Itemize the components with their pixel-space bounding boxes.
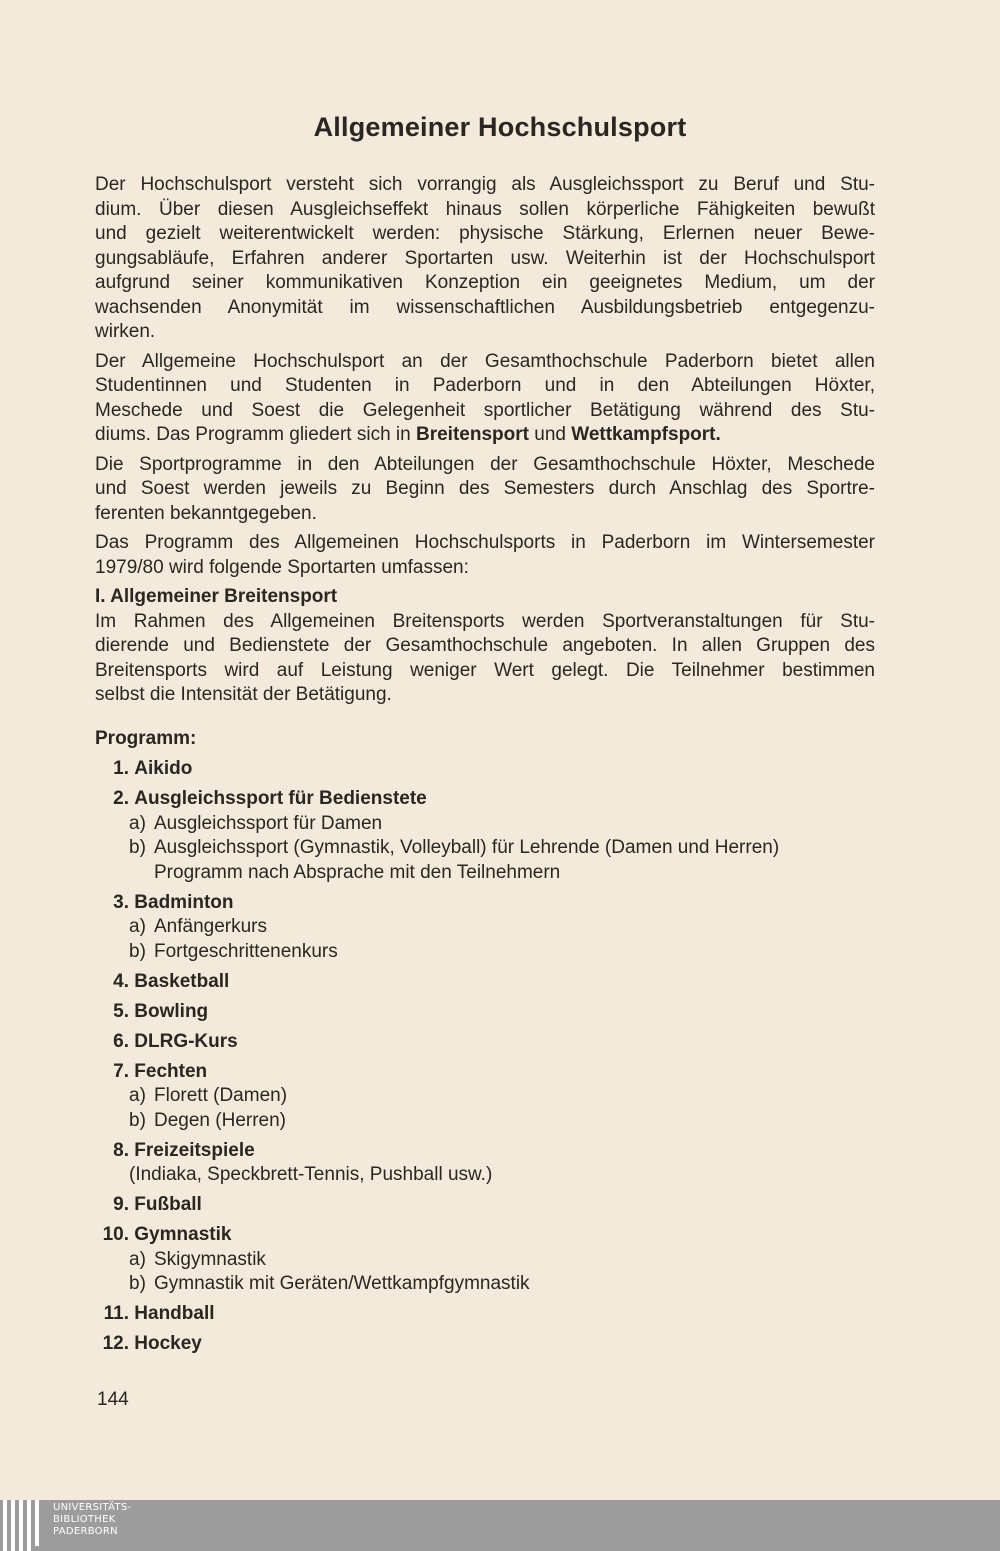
item-name: Fußball xyxy=(134,1194,202,1215)
page-number: 144 xyxy=(97,1389,129,1410)
text-line: Im Rahmen des Allgemeinen Breitensports werden Sportveranstaltungen für Stu- xyxy=(95,610,875,632)
paragraph-3 xyxy=(95,453,875,527)
sub-item-text: Degen (Herren) xyxy=(154,1109,286,1131)
text-fragment: diums. Das Programm gliedert sich in xyxy=(95,424,416,445)
paragraph-4 xyxy=(95,531,875,580)
item-name: Basketball xyxy=(134,970,230,992)
item-number: 2. xyxy=(113,788,129,809)
item-number: 12. xyxy=(102,1333,129,1354)
sub-item-letter: b) xyxy=(129,1109,146,1131)
text-line: Das Programm des Allgemeinen Hochschulsports in Paderborn im Wintersemester xyxy=(95,532,875,553)
programm-item xyxy=(95,1000,895,1025)
programm-list xyxy=(95,757,895,1362)
programm-item-title xyxy=(95,787,895,812)
text-line: aufgrund seiner kommunikativen Konzeption ein geeignetes Medium, um der xyxy=(95,272,875,293)
text-line: ferenten bekanntgegeben. xyxy=(95,502,317,524)
text-line: dierende und Bedienstete der Gesamthochschule angeboten. In allen Gruppen des xyxy=(95,635,875,656)
programm-item-title xyxy=(95,1030,895,1055)
logo-line: UNIVERSITÄTS- xyxy=(53,1502,132,1513)
paragraph-5 xyxy=(95,610,875,708)
item-number: 5. xyxy=(113,1000,129,1022)
programm-item-title xyxy=(95,1193,895,1218)
item-number: 10. xyxy=(102,1224,129,1245)
programm-item xyxy=(95,970,895,995)
sub-item xyxy=(95,1272,895,1297)
paragraph-2 xyxy=(95,350,875,448)
section-heading: I. Allgemeiner Breitensport xyxy=(95,586,338,607)
programm-item-title xyxy=(95,1332,895,1357)
programm-item xyxy=(95,757,895,782)
logo-line: PADERBORN xyxy=(53,1526,118,1537)
programm-item xyxy=(95,891,895,965)
item-name: Aikido xyxy=(134,758,193,779)
sub-item xyxy=(95,940,895,965)
programm-item xyxy=(95,1302,895,1327)
sub-item-text: Ausgleichssport für Damen xyxy=(154,812,383,834)
body-text xyxy=(95,173,875,713)
page-title: Allgemeiner Hochschulsport xyxy=(313,112,687,142)
item-number: 3. xyxy=(113,891,129,913)
library-footer xyxy=(0,1500,1000,1551)
text-line: gungsabläufe, Erfahren anderer Sportarten usw. Weiterhin ist der Hochschulsport xyxy=(95,247,875,269)
text-fragment: und xyxy=(528,424,572,445)
sub-item xyxy=(95,836,895,861)
sub-item-letter: b) xyxy=(129,940,146,962)
library-logo-icon xyxy=(0,1500,50,1551)
item-name: Ausgleichssport für Bedienstete xyxy=(134,788,427,809)
programm-item xyxy=(95,1030,895,1055)
bold-term-breitensport: Breitensport xyxy=(416,424,529,445)
programm-item-title xyxy=(95,1000,895,1025)
programm-item-title xyxy=(95,1060,895,1085)
sub-item xyxy=(95,1109,895,1134)
item-name: Bowling xyxy=(134,1000,209,1022)
programm-item xyxy=(95,1332,895,1357)
item-note: (Indiaka, Speckbrett-Tennis, Pushball usw.) xyxy=(129,1164,493,1185)
programm-heading: Programm: xyxy=(95,728,197,749)
sub-item xyxy=(95,915,895,940)
item-number: 7. xyxy=(113,1060,129,1082)
text-line: 1979/80 wird folgende Sportarten umfassen: xyxy=(95,556,469,578)
programm-item-title xyxy=(95,891,895,916)
sub-item-continuation: Programm nach Absprache mit den Teilnehmern xyxy=(154,861,561,883)
item-name: Freizeitspiele xyxy=(134,1139,255,1161)
paragraph-1 xyxy=(95,173,875,345)
sub-item-letter: a) xyxy=(129,1248,146,1270)
sub-item-text: Florett (Damen) xyxy=(154,1085,288,1106)
item-number: 4. xyxy=(113,970,129,992)
programm-item xyxy=(95,1060,895,1134)
library-logo-text xyxy=(53,1502,132,1538)
item-name: Fechten xyxy=(134,1060,208,1082)
sub-item xyxy=(95,1084,895,1109)
item-number: 6. xyxy=(113,1030,129,1052)
text-line: Der Hochschulsport versteht sich vorrangig als Ausgleichssport zu Beruf und Stu- xyxy=(95,174,875,195)
text-line: Breitensports wird auf Leistung weniger Wert gelegt. Die Teilnehmer bestimmen xyxy=(95,659,875,681)
text-line: wachsenden Anonymität im wissenschaftlichen Ausbildungsbetrieb entgegenzu- xyxy=(95,296,875,318)
item-name: DLRG-Kurs xyxy=(134,1030,238,1052)
sub-item-text: Anfängerkurs xyxy=(154,916,268,937)
logo-line: BIBLIOTHEK xyxy=(53,1514,116,1525)
programm-item xyxy=(95,1193,895,1218)
item-number: 8. xyxy=(113,1139,129,1161)
sub-item-letter: a) xyxy=(129,1085,146,1106)
programm-item xyxy=(95,1223,895,1297)
sub-item-text: Gymnastik mit Geräten/Wettkampfgymnastik xyxy=(154,1273,530,1294)
text-line xyxy=(95,423,875,448)
sub-item-text: Ausgleichssport (Gymnastik, Volleyball) für Lehrende (Damen und Herren) xyxy=(154,837,780,858)
programm-item-title xyxy=(95,1223,895,1248)
item-number: 11. xyxy=(103,1303,129,1324)
text-line: dium. Über diesen Ausgleichseffekt hinaus sollen körperliche Fähigkeiten bewußt xyxy=(95,198,875,220)
sub-item xyxy=(95,1248,895,1273)
sub-item-letter: b) xyxy=(129,837,146,858)
sub-item-letter: b) xyxy=(129,1273,146,1294)
sub-item-letter: a) xyxy=(129,916,146,937)
programm-item-title xyxy=(95,970,895,995)
sub-item xyxy=(95,812,895,837)
item-number: 1. xyxy=(113,758,129,779)
text-line: Studentinnen und Studenten in Paderborn und in den Abteilungen Höxter, xyxy=(95,375,875,396)
text-line: Die Sportprogramme in den Abteilungen der Gesamthochschule Höxter, Meschede xyxy=(95,453,875,475)
programm-item-title xyxy=(95,757,895,782)
text-line: Meschede und Soest die Gelegenheit sportlicher Betätigung während des Stu- xyxy=(95,399,875,421)
text-line: und gezielt weiterentwickelt werden: physische Stärkung, Erlernen neuer Bewe- xyxy=(95,223,875,244)
bold-term-wettkampfsport: Wettkampfsport. xyxy=(571,424,721,445)
item-name: Hockey xyxy=(134,1333,202,1354)
text-line: wirken. xyxy=(95,321,156,342)
item-name: Gymnastik xyxy=(134,1224,232,1245)
programm-item-title xyxy=(95,1302,895,1327)
programm-item xyxy=(95,787,895,885)
sub-item-letter: a) xyxy=(129,812,146,834)
text-line: selbst die Intensität der Betätigung. xyxy=(95,684,392,705)
sub-item-text: Skigymnastik xyxy=(154,1248,266,1270)
item-name: Badminton xyxy=(134,891,234,913)
item-name: Handball xyxy=(134,1303,215,1324)
text-line: und Soest werden jeweils zu Beginn des Semesters durch Anschlag des Sportre- xyxy=(95,478,875,499)
item-number: 9. xyxy=(113,1194,129,1215)
programm-item-title xyxy=(95,1139,895,1164)
sub-item-text: Fortgeschrittenenkurs xyxy=(154,940,338,962)
text-line: Der Allgemeine Hochschulsport an der Gesamthochschule Paderborn bietet allen xyxy=(95,350,875,372)
programm-item xyxy=(95,1139,895,1188)
